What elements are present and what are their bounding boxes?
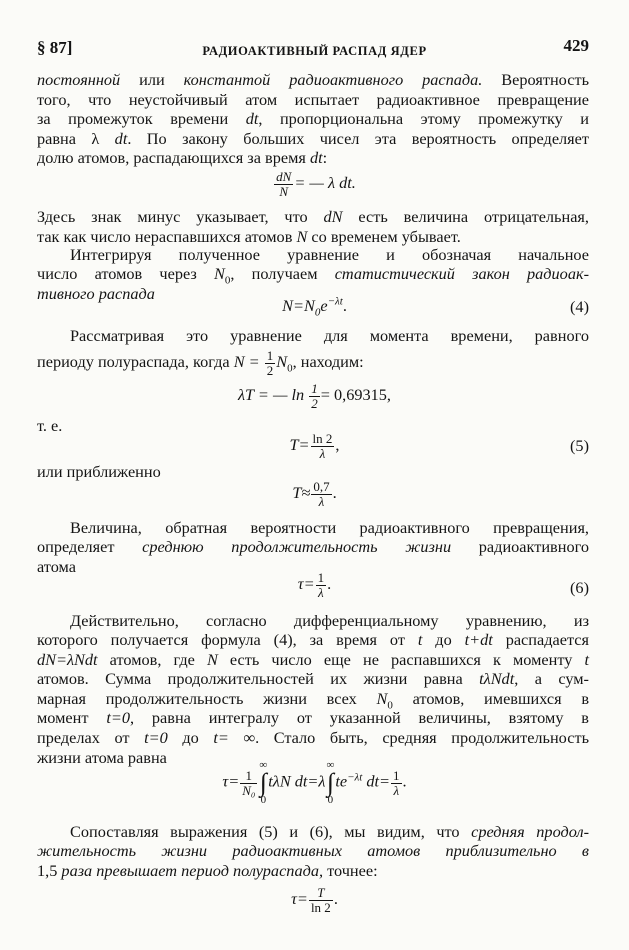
equation-mean-lifetime-integral: τ= $\frac{1}{\text{N₀}}$ ∞ ∫ 0tλN dt=λ∞ ∫ $0te^{-\lambda t}$ dt= $\frac{1}{\lambda}$ . bbox=[222, 759, 407, 806]
paragraph-7: Сопоставляя выражения (5) и (6), мы видим, что средняя продол- bbox=[70, 822, 589, 841]
equation-mean-lifetime-halflife: τ= $\frac{T}{\ln 2}$ . bbox=[291, 885, 338, 915]
equation-half-life-approx: T≈ $\frac{0,7}{\lambda}$ . bbox=[292, 479, 337, 509]
paragraph-5: Величина, обратная вероятности радиоактивного превращения, bbox=[70, 518, 589, 537]
paragraph-1 bbox=[37, 70, 589, 168]
equation-number-6: (6) bbox=[570, 578, 589, 597]
section-number: § 87] bbox=[37, 38, 73, 57]
paragraph-4-line-2: периоду полураспада, когда N = $\frac{1}{2}$ $N_0$, находим: bbox=[37, 348, 364, 378]
equation-number-4: (4) bbox=[570, 297, 589, 316]
equation-number-5: (5) bbox=[570, 436, 589, 455]
p1-line-5: долю атомов, распадающихся за время dt: bbox=[37, 148, 328, 168]
paragraph-3-cont: число атомов через $N_0$, получаем статистический закон радиоак- тивного распада bbox=[37, 264, 590, 303]
paragraph-7-cont: жительность жизни радиоактивных атомов приблизительно в 1,5 раза превышает период полураспада, точнее: bbox=[37, 841, 589, 880]
p1-line-2: того, что неустойчивый атом испытает радиоактивное превращение bbox=[37, 89, 589, 109]
integral-sign: ∞ ∫ 0 bbox=[259, 759, 268, 806]
equation-half-life-log: λT = — ln $\frac{1}{2}$ = 0,69315, bbox=[238, 381, 391, 411]
paragraph-5-cont: определяет среднюю продолжительность жизни радиоактивного атома bbox=[37, 537, 590, 576]
p1-line-1: постоянной или константой радиоактивного распада. Вероятность bbox=[37, 70, 589, 89]
text-te: т. е. bbox=[37, 416, 63, 435]
page-number: 429 bbox=[563, 36, 589, 55]
paragraph-2: Здесь знак минус указывает, что dN есть величина отрицательная, так как число нераспавшихся атомов N со временем убывает. bbox=[37, 207, 589, 246]
running-title: РАДИОАКТИВНЫЙ РАСПАД ЯДЕР bbox=[202, 44, 427, 58]
paragraph-4: Рассматривая это уравнение для момента времени, равного bbox=[70, 326, 589, 345]
equation-decay-law: $N=N_0e^{-\lambda t}$. bbox=[282, 295, 347, 319]
paragraph-6-cont: которого получается формула (4), за время от t до t+dt распадается dN=λNdt атомов, где N есть число еще не распавшихся к моменту t атомов. Сумма продолжительностей их жизни равна tλNdt, а сум- марная продолжительность жизни всех $N_0$ атомов, имевшихся в момент t=0, равна интегралу от указанной величины, взятому в пределах от t=0 до t= ∞. Стало быть, средняя продолжительность жизни атома равна bbox=[37, 630, 590, 767]
paragraph-6: Действительно, согласно дифференциальному уравнению, из bbox=[70, 611, 589, 630]
paragraph-3: Интегрируя полученное уравнение и обозначая начальное bbox=[70, 245, 589, 264]
p1-line-4: равна λ dt. По закону больших чисел эта вероятность определяет bbox=[37, 128, 589, 148]
integral-sign: ∞ ∫ 0 bbox=[326, 759, 335, 806]
equation-half-life: T= $\frac{\ln 2}{\lambda}$ , bbox=[289, 431, 340, 461]
equation-decay-rate: $\frac{dN}{N}$ = — λ dt. bbox=[276, 169, 356, 199]
equation-mean-lifetime: τ= $\frac{1}{\lambda}$ . bbox=[297, 570, 332, 600]
text-approx: или приближенно bbox=[37, 462, 161, 481]
p1-line-3: за промежуток времени dt, пропорциональна этому промежутку и bbox=[37, 109, 589, 129]
